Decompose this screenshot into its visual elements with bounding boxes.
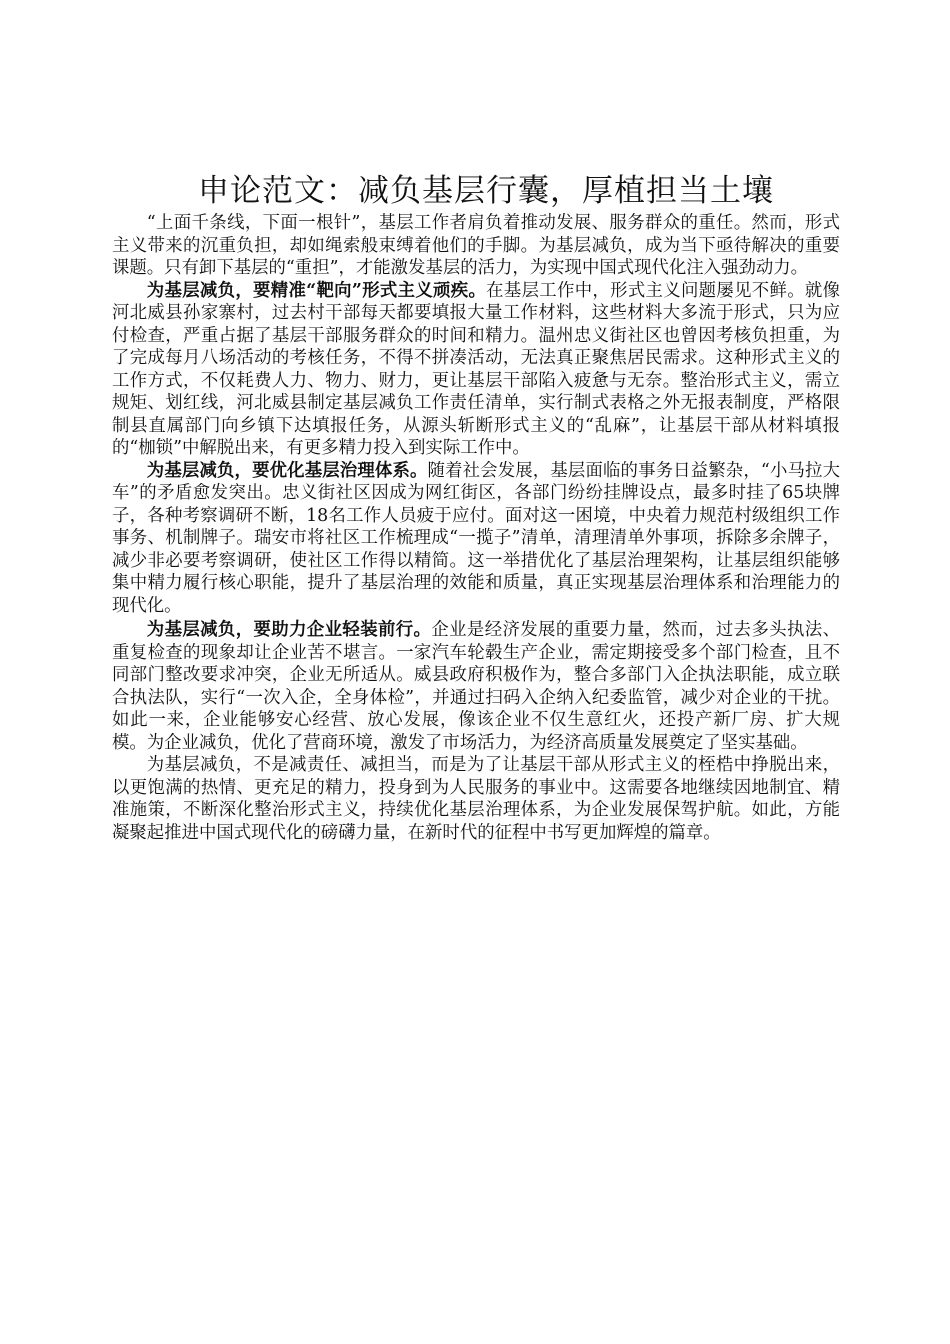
paragraph-conclusion <box>112 754 840 844</box>
paragraph-formalism-lead: 为基层减负，要精准“靶向”形式主义顽疾。 <box>146 280 487 301</box>
document-page <box>112 170 840 844</box>
paragraph-conclusion-text: 为基层减负，不是减责任、减担当，而是为了让基层干部从形式主义的桎梏中挣脱出来，以更饱满的热情、更充足的精力，投身到为人民服务的事业中。这需要各地继续因地制宜、精准施策，不断深化整治形式主义，持续优化基层治理体系，为企业发展保驾护航。如此，方能凝聚起推进中国式现代化的磅礴力量，在新时代的征程中书写更加辉煌的篇章。 <box>112 755 840 843</box>
paragraph-governance-lead: 为基层减负，要优化基层治理体系。 <box>146 460 428 481</box>
paragraph-intro-text: “上面千条线，下面一根针”，基层工作者肩负着推动发展、服务群众的重任。然而，形式主义带来的沉重负担，却如绳索般束缚着他们的手脚。为基层减负，成为当下亟待解决的重要课题。只有卸下基层的“重担”，才能激发基层的活力，为实现中国式现代化注入强劲动力。 <box>112 213 840 278</box>
paragraph-formalism <box>112 280 840 460</box>
paragraph-enterprise-lead: 为基层减负，要助力企业轻装前行。 <box>146 620 432 640</box>
paragraph-governance-text: 随着社会发展，基层面临的事务日益繁杂，“小马拉大车”的矛盾愈发突出。忠义街社区因成为网红街区，各部门纷纷挂牌设点，最多时挂了65块牌子，各种考察调研不断，18名工作人员疲于应付。面对这一困境，中央着力规范村级组织工作事务、机制牌子。瑞安市将社区工作梳理成“一揽子”清单，清理清单外事项，拆除多余牌子，减少非必要考察调研，使社区工作得以精简。这一举措优化了基层治理架构，让基层组织能够集中精力履行核心职能，提升了基层治理的效能和质量，真正实现基层治理体系和治理能力的现代化。 <box>112 460 840 616</box>
paragraph-governance <box>112 460 840 618</box>
paragraph-enterprise <box>112 619 840 754</box>
paragraph-intro <box>112 212 840 280</box>
paragraph-enterprise-text: 企业是经济发展的重要力量，然而，过去多头执法、重复检查的现象却让企业苦不堪言。一家汽车轮毂生产企业，需定期接受多个部门检查，且不同部门整改要求冲突，企业无所适从。威县政府积极作为，整合多部门入企执法职能，成立联合执法队，实行“一次入企，全身体检”，并通过扫码入企纳入纪委监管，减少对企业的干扰。如此一来，企业能够安心经营、放心发展，像该企业不仅生意红火，还投产新厂房、扩大规模。为企业减负，优化了营商环境，激发了市场活力，为经济高质量发展奠定了坚实基础。 <box>112 620 840 753</box>
document-title: 申论范文：减负基层行囊，厚植担当土壤 <box>198 173 774 209</box>
paragraph-formalism-text: 在基层工作中，形式主义问题屡见不鲜。就像河北威县孙家寨村，过去村干部每天都要填报大量工作材料，这些材料大多流于形式，只为应付检查，严重占据了基层干部服务群众的时间和精力。温州忠义街社区也曾因考核负担重，为了完成每月八场活动的考核任务，不得不拼凑活动，无法真正聚焦居民需求。这种形式主义的工作方式，不仅耗费人力、物力、财力，更让基层干部陷入疲惫与无奈。整治形式主义，需立规矩、划红线，河北威县制定基层减负工作责任清单，实行制式表格之外无报表制度，严格限制县直属部门向乡镇下达填报任务，从源头斩断形式主义的“乱麻”，让基层干部从材料填报的“枷锁”中解脱出来，有更多精力投入到实际工作中。 <box>112 280 840 458</box>
